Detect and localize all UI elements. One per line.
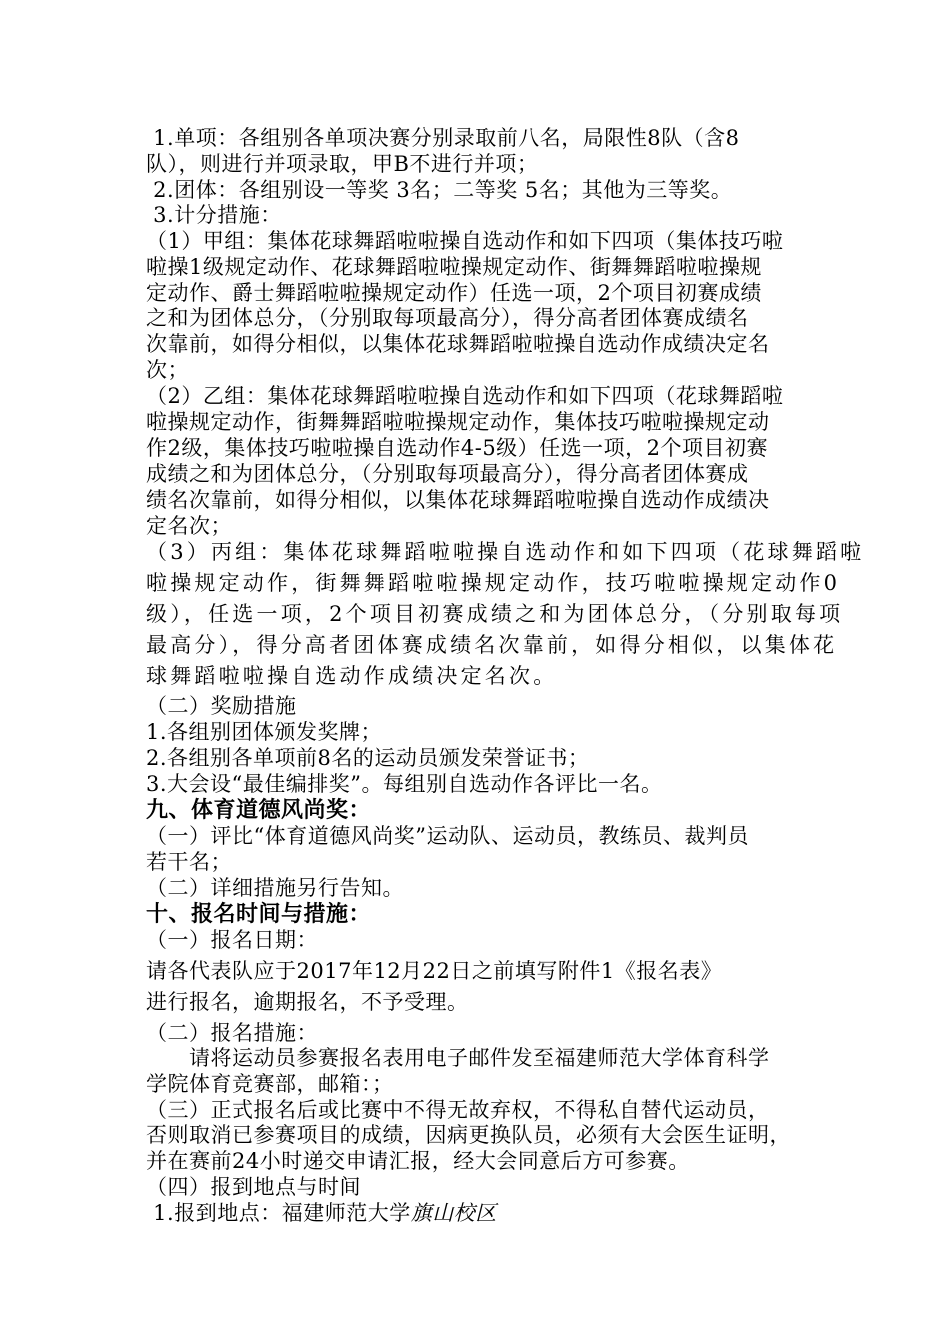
text-line: （1）甲组：集体花球舞蹈啦啦操自选动作和如下四项（集体技巧啦: [146, 229, 784, 253]
text-line: 若干名；: [146, 850, 232, 874]
text-line: 进行报名，逾期报名，不予受理。: [146, 990, 469, 1014]
text-line: 3.大会设“最佳编排奖”。每组别自选动作各评比一名。: [146, 772, 663, 796]
text-line: 最高分），得分高者团体赛成绩名次靠前，如得分相似，以集体花: [146, 633, 838, 657]
section-heading: 十、报名时间与措施：: [146, 901, 372, 927]
text-line: 请将运动员参赛报名表用电子邮件发至福建师范大学体育科学: [146, 1046, 770, 1070]
text-line: 2.团体：各组别设一等奖 3名；二等奖 5名；其他为三等奖。: [146, 178, 733, 202]
text-line: （二）奖励措施: [146, 694, 297, 718]
registration-place-label: 1.报到地点：福建师范大学: [146, 1201, 411, 1225]
text-line: [146, 1200, 497, 1226]
text-line: （一）报名日期：: [146, 928, 318, 952]
text-line: （一）评比“体育道德风尚奖”运动队、运动员，教练员、裁判员: [146, 824, 749, 848]
text-line: 次；: [146, 358, 189, 382]
text-line: 次靠前，如得分相似，以集体花球舞蹈啦啦操自选动作成绩决定名: [146, 332, 770, 356]
text-line: 学院体育竞赛部，邮箱：；: [146, 1072, 394, 1096]
text-line: （三）正式报名后或比赛中不得无故弃权，不得私自替代运动员，: [146, 1098, 770, 1122]
text-line: 绩名次靠前，如得分相似，以集体花球舞蹈啦啦操自选动作成绩决: [146, 488, 770, 512]
text-line: 啦操1级规定动作、花球舞蹈啦啦操规定动作、街舞舞蹈啦啦操规: [146, 255, 762, 279]
text-line: 1.各组别团体颁发奖牌；: [146, 720, 383, 744]
text-line: 作2级，集体技巧啦啦操自选动作4-5级）任选一项，2个项目初赛: [146, 436, 769, 460]
text-line: 成绩之和为团体总分，（分别取每项最高分），得分高者团体赛成: [146, 462, 749, 486]
text-line: 啦操规定动作，街舞舞蹈啦啦操规定动作，集体技巧啦啦操规定动: [146, 410, 770, 434]
text-line: 定动作、爵士舞蹈啦啦操规定动作）任选一项，2个项目初赛成绩: [146, 281, 762, 305]
text-line: 并在赛前24小时递交申请汇报，经大会同意后方可参赛。: [146, 1149, 690, 1173]
section-heading: 九、体育道德风尚奖：: [146, 797, 372, 823]
text-line: 啦操规定动作，街舞舞蹈啦啦操规定动作，技巧啦啦操规定动作0: [146, 571, 841, 595]
text-line: 球舞蹈啦啦操自选动作成绩决定名次。: [146, 664, 558, 688]
text-line: 定名次；: [146, 514, 232, 538]
text-line: 否则取消已参赛项目的成绩，因病更换队员，必须有大会医生证明，: [146, 1123, 791, 1147]
text-line: 请各代表队应于2017年12月22日之前填写附件1《报名表》: [146, 959, 723, 983]
text-line: （二）详细措施另行告知。: [146, 876, 404, 900]
text-line: （二）报名措施：: [146, 1021, 318, 1045]
text-line: 1.单项：各组别各单项决赛分别录取前八名，局限性8队（含8: [146, 126, 740, 150]
text-line: （四）报到地点与时间: [146, 1175, 361, 1199]
text-line: （2）乙组：集体花球舞蹈啦啦操自选动作和如下四项（花球舞蹈啦: [146, 384, 784, 408]
text-line: （3）丙组：集体花球舞蹈啦啦操自选动作和如下四项（花球舞蹈啦: [146, 540, 865, 564]
text-line: 之和为团体总分，（分别取每项最高分），得分高者团体赛成绩名: [146, 306, 749, 330]
campus-name: 旗山校区: [410, 1201, 497, 1225]
text-line: 队），则进行并项录取，甲B不进行并项；: [146, 152, 539, 176]
text-line: 2.各组别各单项前8名的运动员颁发荣誉证书；: [146, 746, 590, 770]
text-line: 级），任选一项，2个项目初赛成绩之和为团体总分，（分别取每项: [146, 602, 844, 626]
text-line: 3.计分措施：: [146, 203, 282, 227]
